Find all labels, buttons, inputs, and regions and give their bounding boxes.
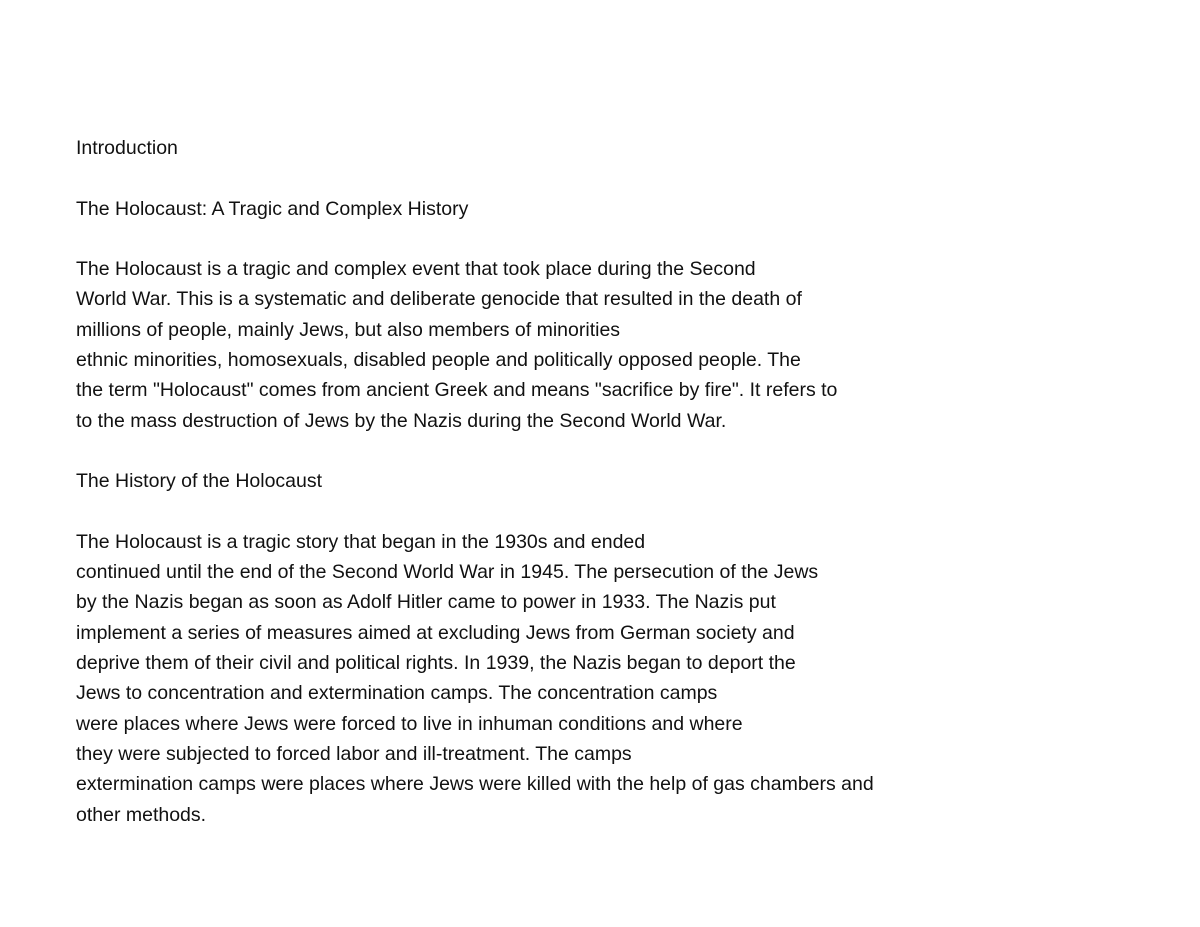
paragraph-line: World War. This is a systematic and deliberate genocide that resulted in the death of <box>76 288 802 311</box>
paragraph-line: other methods. <box>76 803 207 826</box>
paragraph-line: continued until the end of the Second World War in 1945. The persecution of the Jews <box>76 561 819 584</box>
paragraph-line: they were subjected to forced labor and ill-treatment. The camps <box>76 742 632 765</box>
blank-line <box>76 163 1166 193</box>
section-title-history: The History of the Holocaust <box>76 470 323 493</box>
document-body <box>76 133 1166 830</box>
paragraph-line: deprive them of their civil and political rights. In 1939, the Nazis began to deport the <box>76 652 796 675</box>
paragraph-line: implement a series of measures aimed at excluding Jews from German society and <box>76 621 795 644</box>
paragraph-line: were places where Jews were forced to live in inhuman conditions and where <box>76 712 743 735</box>
blank-line <box>76 497 1166 527</box>
blank-line <box>76 436 1166 466</box>
paragraph-line: ethnic minorities, homosexuals, disabled people and politically opposed people. The <box>76 349 801 372</box>
paragraph-line: The Holocaust is a tragic and complex event that took place during the Second <box>76 258 756 281</box>
paragraph-line: by the Nazis began as soon as Adolf Hitler came to power in 1933. The Nazis put <box>76 591 776 614</box>
paragraph-introduction <box>76 254 1166 436</box>
paragraph-line: to the mass destruction of Jews by the Nazis during the Second World War. <box>76 409 727 432</box>
paragraph-history <box>76 527 1166 830</box>
blank-line <box>76 224 1166 254</box>
intro-heading: Introduction <box>76 137 178 159</box>
paragraph-line: the term "Holocaust" comes from ancient Greek and means "sacrifice by fire". It refers to <box>76 379 838 402</box>
paragraph-line: The Holocaust is a tragic story that began in the 1930s and ended <box>76 530 646 553</box>
section-title-holocaust-history: The Holocaust: A Tragic and Complex History <box>76 197 469 220</box>
paragraph-line: Jews to concentration and extermination camps. The concentration camps <box>76 682 718 705</box>
paragraph-line: extermination camps were places where Jews were killed with the help of gas chambers and <box>76 773 874 796</box>
paragraph-line: millions of people, mainly Jews, but also members of minorities <box>76 318 621 341</box>
